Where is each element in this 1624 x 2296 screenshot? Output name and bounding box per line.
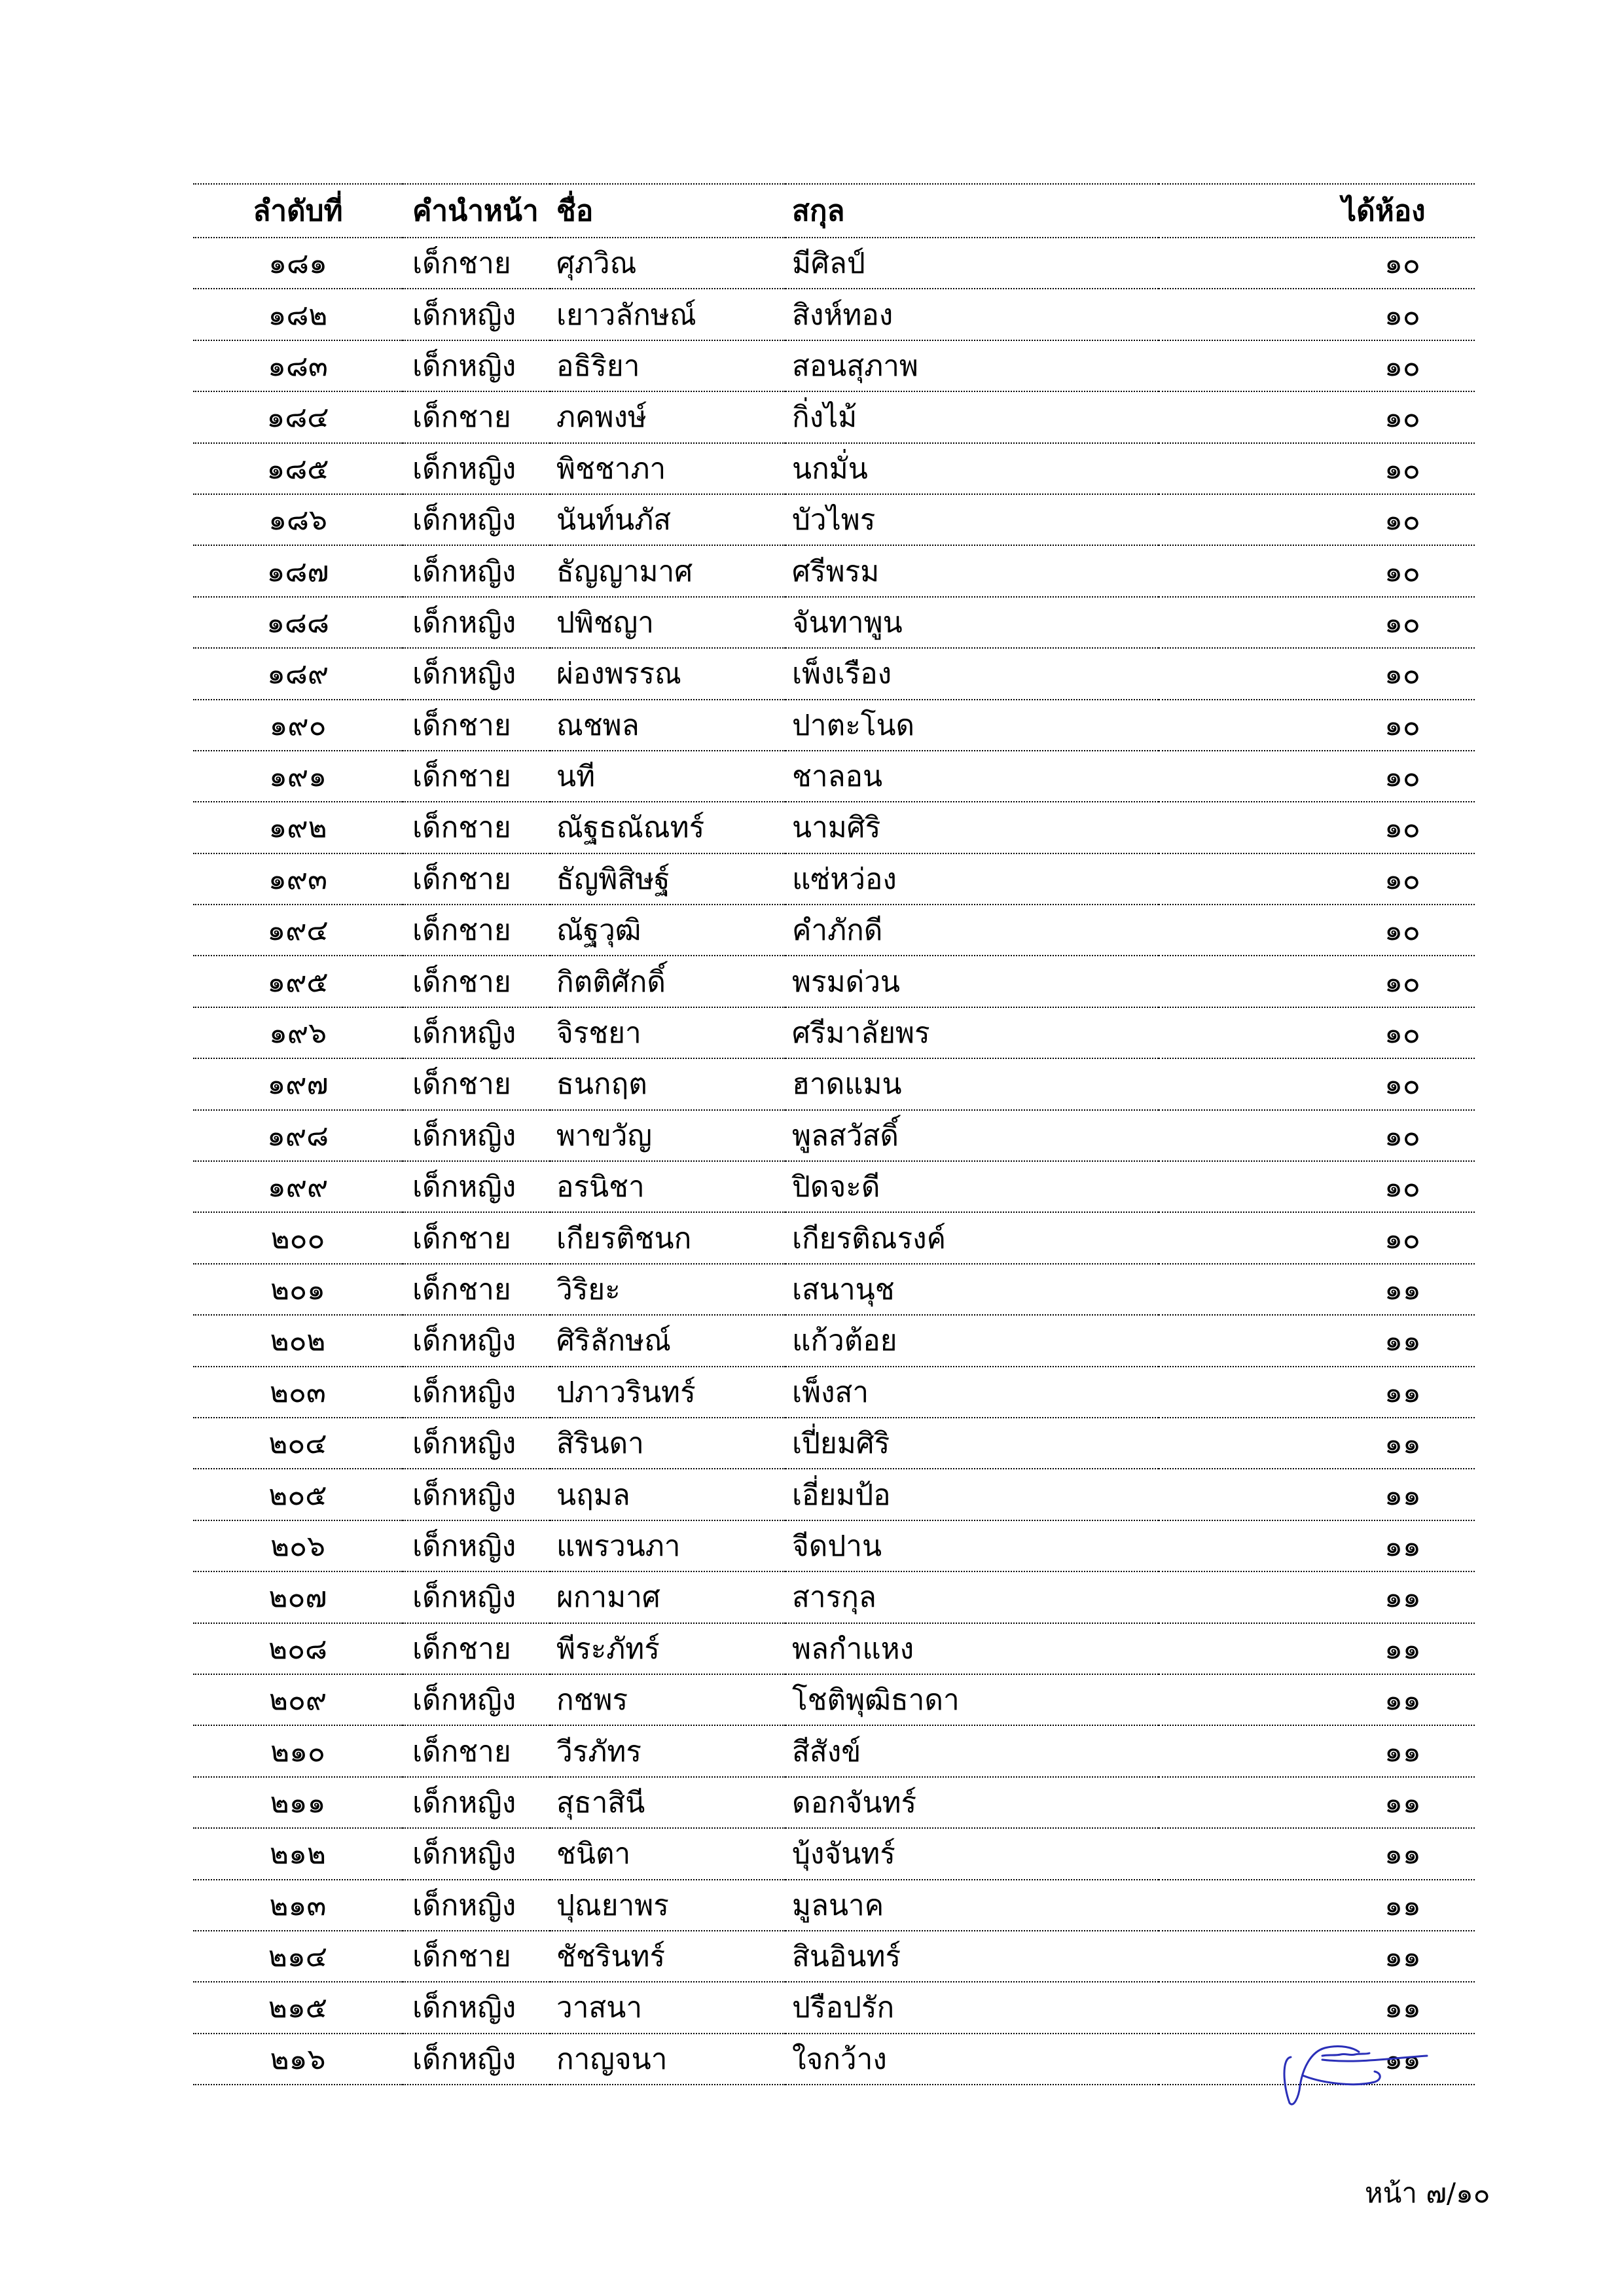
row-number: ๒๑๓ [193,1880,403,1931]
row-last-name: สิงห์ทอง [785,289,1159,340]
row-last-name: ชาลอน [785,751,1159,802]
table-row [193,1777,1475,1828]
row-first-name: อรนิชา [550,1161,785,1212]
row-last-name: เพ็งเรือง [785,648,1159,699]
row-number: ๒๐๑ [193,1264,403,1315]
row-first-name: ธัญญามาศ [550,545,785,596]
table-row [193,545,1475,596]
row-last-name: ดอกจันทร์ [785,1777,1159,1828]
row-first-name: พีระภัทร์ [550,1623,785,1674]
row-number: ๑๙๑ [193,751,403,802]
row-number: ๑๙๒ [193,802,403,853]
row-first-name: ณัฐธณัณทร์ [550,802,785,853]
row-prefix: เด็กหญิง [403,1674,550,1725]
row-prefix: เด็กชาย [403,1212,550,1263]
table-row [193,956,1475,1007]
row-prefix: เด็กหญิง [403,1571,550,1623]
row-room: ๑๐ [1159,1212,1475,1263]
table-row [193,1367,1475,1418]
row-number: ๑๙๗ [193,1058,403,1109]
table-body [193,238,1475,2085]
row-number: ๒๐๓ [193,1367,403,1418]
table-row [193,1880,1475,1931]
table-row [193,289,1475,340]
row-first-name: นฤมล [550,1469,785,1520]
row-first-name: วิริยะ [550,1264,785,1315]
row-last-name: เกียรติณรงค์ [785,1212,1159,1263]
row-first-name: อธิริยา [550,340,785,391]
row-first-name: สิรินดา [550,1418,785,1469]
table-row [193,1623,1475,1674]
row-first-name: ศุภวิณ [550,238,785,289]
row-number: ๒๑๖ [193,2034,403,2085]
row-first-name: ณชพล [550,700,785,751]
table-row [193,751,1475,802]
row-number: ๒๐๘ [193,1623,403,1674]
row-room: ๑๐ [1159,956,1475,1007]
row-room: ๑๐ [1159,1007,1475,1058]
row-prefix: เด็กชาย [403,905,550,956]
row-prefix: เด็กหญิง [403,1110,550,1161]
row-room: ๑๐ [1159,391,1475,442]
table-row [193,1674,1475,1725]
row-prefix: เด็กหญิง [403,597,550,648]
row-room: ๑๐ [1159,545,1475,596]
row-first-name: ธัญพิสิษฐ์ [550,853,785,905]
row-number: ๑๘๙ [193,648,403,699]
row-room: ๑๑ [1159,1571,1475,1623]
row-first-name: ปภาวรินทร์ [550,1367,785,1418]
row-first-name: ณัฐวุฒิ [550,905,785,956]
row-number: ๑๙๕ [193,956,403,1007]
row-prefix: เด็กชาย [403,391,550,442]
row-number: ๒๐๗ [193,1571,403,1623]
row-prefix: เด็กหญิง [403,1315,550,1366]
row-room: ๑๑ [1159,1469,1475,1520]
row-prefix: เด็กชาย [403,1725,550,1776]
row-first-name: กิตติศักดิ์ [550,956,785,1007]
row-room: ๑๐ [1159,905,1475,956]
row-room: ๑๐ [1159,751,1475,802]
row-first-name: แพรวนภา [550,1520,785,1571]
row-room: ๑๐ [1159,1161,1475,1212]
row-last-name: ศรีมาลัยพร [785,1007,1159,1058]
row-room: ๑๑ [1159,1828,1475,1879]
row-number: ๒๐๒ [193,1315,403,1366]
row-last-name: ใจกว้าง [785,2034,1159,2085]
row-number: ๑๙๓ [193,853,403,905]
row-first-name: ผกามาศ [550,1571,785,1623]
row-number: ๒๑๒ [193,1828,403,1879]
row-room: ๑๑ [1159,1623,1475,1674]
table-row [193,1058,1475,1109]
row-room: ๑๑ [1159,1315,1475,1366]
row-number: ๒๑๐ [193,1725,403,1776]
row-room: ๑๑ [1159,1982,1475,2033]
row-last-name: เพ็งสา [785,1367,1159,1418]
row-last-name: แซ่หว่อง [785,853,1159,905]
row-last-name: ปรือปรัก [785,1982,1159,2033]
row-last-name: สารกุล [785,1571,1159,1623]
row-last-name: บัวไพร [785,494,1159,545]
table-row [193,1520,1475,1571]
row-room: ๑๐ [1159,648,1475,699]
row-last-name: เสนานุช [785,1264,1159,1315]
row-room: ๑๐ [1159,289,1475,340]
row-room: ๑๑ [1159,1520,1475,1571]
row-first-name: สุธาสินี [550,1777,785,1828]
row-prefix: เด็กหญิง [403,1777,550,1828]
table-row [193,1418,1475,1469]
row-last-name: จีดปาน [785,1520,1159,1571]
header-last-name: สกุล [785,184,1159,238]
row-last-name: เปี่ยมศิริ [785,1418,1159,1469]
page-number: หน้า ๗/๑๐ [1365,2177,1490,2209]
row-last-name: สีสังข์ [785,1725,1159,1776]
row-number: ๑๘๓ [193,340,403,391]
row-room: ๑๐ [1159,853,1475,905]
row-first-name: นที [550,751,785,802]
row-prefix: เด็กหญิง [403,1161,550,1212]
row-room: ๑๐ [1159,597,1475,648]
row-prefix: เด็กหญิง [403,443,550,494]
row-room: ๑๐ [1159,238,1475,289]
row-last-name: ปาตะโนด [785,700,1159,751]
row-last-name: นกมั่น [785,443,1159,494]
row-number: ๒๑๑ [193,1777,403,1828]
table-row [193,853,1475,905]
row-first-name: กาญจนา [550,2034,785,2085]
row-prefix: เด็กหญิง [403,1418,550,1469]
table-row [193,1571,1475,1623]
row-prefix: เด็กชาย [403,853,550,905]
row-first-name: เกียรติชนก [550,1212,785,1263]
row-prefix: เด็กชาย [403,700,550,751]
row-last-name: มูลนาค [785,1880,1159,1931]
table-row [193,1931,1475,1982]
table-row [193,1469,1475,1520]
row-last-name: กิ่งไม้ [785,391,1159,442]
row-first-name: กชพร [550,1674,785,1725]
row-prefix: เด็กหญิง [403,1880,550,1931]
row-prefix: เด็กชาย [403,1264,550,1315]
row-room: ๑๐ [1159,1058,1475,1109]
row-last-name: สอนสุภาพ [785,340,1159,391]
row-prefix: เด็กชาย [403,751,550,802]
row-prefix: เด็กชาย [403,1931,550,1982]
row-number: ๑๙๘ [193,1110,403,1161]
row-prefix: เด็กหญิง [403,1828,550,1879]
table-row [193,597,1475,648]
row-number: ๒๐๔ [193,1418,403,1469]
row-first-name: จิรชยา [550,1007,785,1058]
row-last-name: จันทาพูน [785,597,1159,648]
table-row [193,1007,1475,1058]
row-first-name: วาสนา [550,1982,785,2033]
row-last-name: โชติพุฒิธาดา [785,1674,1159,1725]
row-room: ๑๑ [1159,1725,1475,1776]
row-last-name: ฮาดแมน [785,1058,1159,1109]
table-row [193,443,1475,494]
row-first-name: ปุณยาพร [550,1880,785,1931]
row-prefix: เด็กหญิง [403,648,550,699]
row-room: ๑๑ [1159,1367,1475,1418]
row-prefix: เด็กชาย [403,802,550,853]
table-row [193,391,1475,442]
row-first-name: เยาวลักษณ์ [550,289,785,340]
row-prefix: เด็กหญิง [403,1469,550,1520]
row-last-name: มีศิลป์ [785,238,1159,289]
table-row [193,1828,1475,1879]
row-last-name: เอี่ยมป้อ [785,1469,1159,1520]
row-first-name: ชนิตา [550,1828,785,1879]
row-first-name: นันท์นภัส [550,494,785,545]
row-room: ๑๐ [1159,1110,1475,1161]
row-last-name: สินอินทร์ [785,1931,1159,1982]
header-first-name: ชื่อ [550,184,785,238]
row-room: ๑๑ [1159,1264,1475,1315]
row-room: ๑๑ [1159,1777,1475,1828]
row-room: ๑๐ [1159,494,1475,545]
row-first-name: ผ่องพรรณ [550,648,785,699]
row-prefix: เด็กหญิง [403,494,550,545]
row-first-name: พาขวัญ [550,1110,785,1161]
table-row [193,1725,1475,1776]
row-number: ๒๐๐ [193,1212,403,1263]
row-number: ๑๘๘ [193,597,403,648]
row-number: ๑๘๖ [193,494,403,545]
row-room: ๑๑ [1159,2034,1475,2085]
row-prefix: เด็กชาย [403,1623,550,1674]
row-room: ๑๐ [1159,443,1475,494]
row-room: ๑๑ [1159,1931,1475,1982]
row-first-name: วีรภัทร [550,1725,785,1776]
row-number: ๑๙๖ [193,1007,403,1058]
row-prefix: เด็กหญิง [403,2034,550,2085]
row-room: ๑๐ [1159,802,1475,853]
table-row [193,1161,1475,1212]
row-prefix: เด็กหญิง [403,1007,550,1058]
row-last-name: คำภักดี [785,905,1159,956]
row-room: ๑๑ [1159,1880,1475,1931]
table-row [193,1264,1475,1315]
row-prefix: เด็กชาย [403,238,550,289]
row-last-name: พูลสวัสดิ์ [785,1110,1159,1161]
table-row [193,648,1475,699]
row-prefix: เด็กหญิง [403,545,550,596]
row-number: ๑๘๗ [193,545,403,596]
row-number: ๒๐๖ [193,1520,403,1571]
row-number: ๑๘๕ [193,443,403,494]
table-row [193,802,1475,853]
row-first-name: ปพิชญา [550,597,785,648]
row-first-name: ศิริลักษณ์ [550,1315,785,1366]
row-number: ๑๘๔ [193,391,403,442]
row-prefix: เด็กชาย [403,1058,550,1109]
signature-mark [1276,2026,1434,2111]
row-first-name: ภคพงษ์ [550,391,785,442]
row-last-name: ปิดจะดี [785,1161,1159,1212]
row-room: ๑๑ [1159,1418,1475,1469]
row-number: ๑๘๑ [193,238,403,289]
row-number: ๑๙๙ [193,1161,403,1212]
table-row [193,905,1475,956]
row-first-name: ชัชรินทร์ [550,1931,785,1982]
header-room: ได้ห้อง [1159,184,1475,238]
row-room: ๑๐ [1159,700,1475,751]
row-number: ๑๘๒ [193,289,403,340]
row-number: ๒๐๙ [193,1674,403,1725]
row-prefix: เด็กหญิง [403,1367,550,1418]
row-number: ๒๑๔ [193,1931,403,1982]
table-header-row [193,184,1475,238]
row-prefix: เด็กหญิง [403,340,550,391]
row-number: ๒๐๕ [193,1469,403,1520]
table-row [193,1315,1475,1366]
table-row [193,700,1475,751]
row-last-name: พลกำแหง [785,1623,1159,1674]
table-row [193,494,1475,545]
row-last-name: แก้วต้อย [785,1315,1159,1366]
row-number: ๑๙๐ [193,700,403,751]
row-room: ๑๐ [1159,340,1475,391]
row-first-name: ธนกฤต [550,1058,785,1109]
row-prefix: เด็กชาย [403,956,550,1007]
table-row [193,1212,1475,1263]
row-first-name: พิชชาภา [550,443,785,494]
row-last-name: บุ้งจันทร์ [785,1828,1159,1879]
table-row [193,340,1475,391]
row-last-name: พรมด่วน [785,956,1159,1007]
header-prefix: คำนำหน้า [403,184,550,238]
row-prefix: เด็กหญิง [403,1520,550,1571]
row-last-name: นามศิริ [785,802,1159,853]
table-row [193,238,1475,289]
student-room-table [193,183,1475,2085]
table-row [193,1110,1475,1161]
row-prefix: เด็กหญิง [403,1982,550,2033]
row-room: ๑๑ [1159,1674,1475,1725]
row-number: ๒๑๕ [193,1982,403,2033]
row-number: ๑๙๔ [193,905,403,956]
header-number: ลำดับที่ [193,184,403,238]
row-last-name: ศรีพรม [785,545,1159,596]
row-prefix: เด็กหญิง [403,289,550,340]
